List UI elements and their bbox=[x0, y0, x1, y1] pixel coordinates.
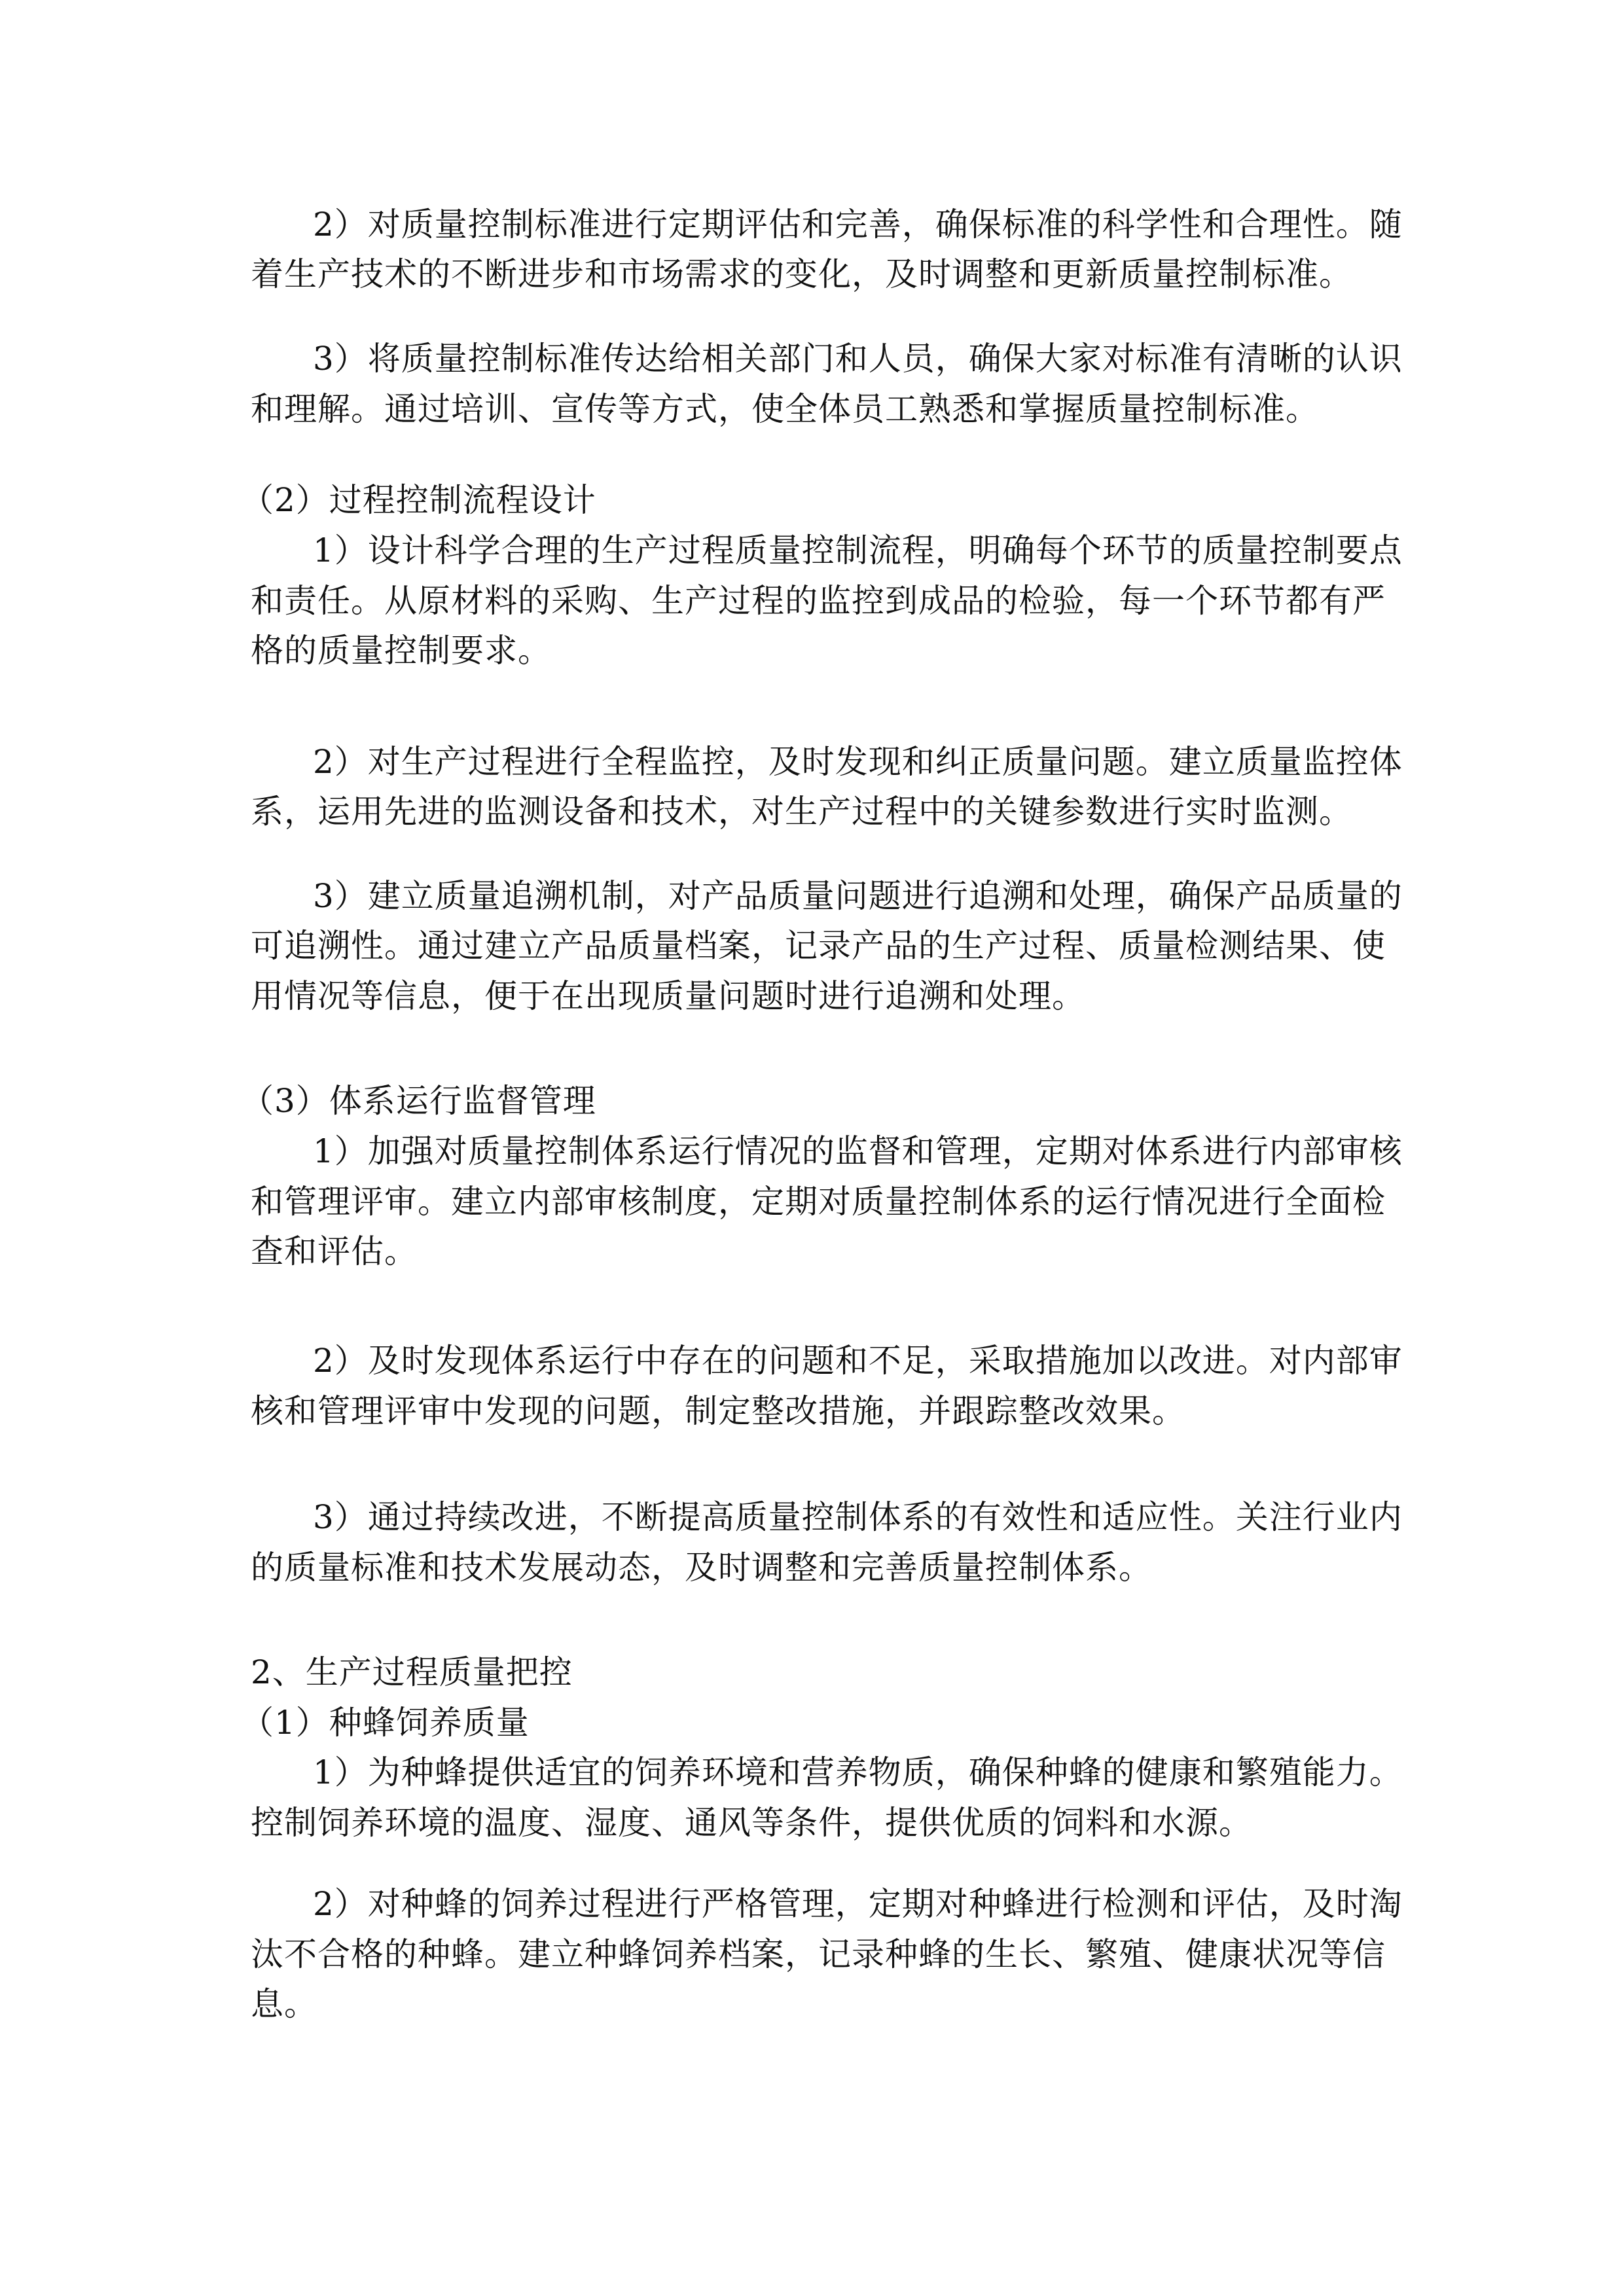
text-line: 2）对种蜂的饲养过程进行严格管理，定期对种蜂进行检测和评估，及时淘 bbox=[313, 1885, 1403, 1923]
text-line: 息。 bbox=[251, 1985, 317, 2023]
section-heading: （2）过程控制流程设计 bbox=[241, 481, 596, 519]
text-line: 汰不合格的种蜂。建立种蜂饲养档案，记录种蜂的生长、繁殖、健康状况等信 bbox=[251, 1935, 1386, 1973]
text-line: 和责任。从原材料的采购、生产过程的监控到成品的检验，每一个环节都有严 bbox=[251, 582, 1386, 620]
text-line: 1）为种蜂提供适宜的饲养环境和营养物质，确保种蜂的健康和繁殖能力。 bbox=[313, 1753, 1403, 1791]
text-line: 1）设计科学合理的生产过程质量控制流程，明确每个环节的质量控制要点 bbox=[313, 531, 1403, 569]
text-line: 着生产技术的不断进步和市场需求的变化，及时调整和更新质量控制标准。 bbox=[251, 255, 1352, 293]
text-line: 查和评估。 bbox=[251, 1232, 418, 1270]
chapter-heading: 2、生产过程质量把控 bbox=[251, 1653, 573, 1691]
text-line: 2）对生产过程进行全程监控，及时发现和纠正质量问题。建立质量监控体 bbox=[313, 743, 1403, 781]
text-line: 3）通过持续改进，不断提高质量控制体系的有效性和适应性。关注行业内 bbox=[313, 1498, 1403, 1536]
text-line: 2）及时发现体系运行中存在的问题和不足，采取措施加以改进。对内部审 bbox=[313, 1342, 1403, 1380]
section-heading: （1）种蜂饲养质量 bbox=[241, 1704, 530, 1742]
text-line: 2）对质量控制标准进行定期评估和完善，确保标准的科学性和合理性。随 bbox=[313, 206, 1403, 243]
text-line: 格的质量控制要求。 bbox=[251, 632, 551, 670]
text-line: 1）加强对质量控制体系运行情况的监督和管理，定期对体系进行内部审核 bbox=[313, 1132, 1403, 1170]
text-line: 和管理评审。建立内部审核制度，定期对质量控制体系的运行情况进行全面检 bbox=[251, 1183, 1386, 1221]
text-line: 核和管理评审中发现的问题，制定整改措施，并跟踪整改效果。 bbox=[251, 1392, 1185, 1430]
section-heading: （3）体系运行监督管理 bbox=[241, 1082, 596, 1120]
text-line: 3）建立质量追溯机制，对产品质量问题进行追溯和处理，确保产品质量的 bbox=[313, 877, 1403, 915]
text-line: 系，运用先进的监测设备和技术，对生产过程中的关键参数进行实时监测。 bbox=[251, 793, 1352, 831]
text-line: 可追溯性。通过建立产品质量档案，记录产品的生产过程、质量检测结果、使 bbox=[251, 927, 1386, 965]
text-line: 3）将质量控制标准传达给相关部门和人员，确保大家对标准有清晰的认识 bbox=[313, 340, 1403, 378]
text-line: 和理解。通过培训、宣传等方式，使全体员工熟悉和掌握质量控制标准。 bbox=[251, 390, 1319, 428]
text-line: 的质量标准和技术发展动态，及时调整和完善质量控制体系。 bbox=[251, 1549, 1152, 1587]
text-line: 用情况等信息，便于在出现质量问题时进行追溯和处理。 bbox=[251, 977, 1085, 1015]
text-line: 控制饲养环境的温度、湿度、通风等条件，提供优质的饲料和水源。 bbox=[251, 1804, 1252, 1842]
